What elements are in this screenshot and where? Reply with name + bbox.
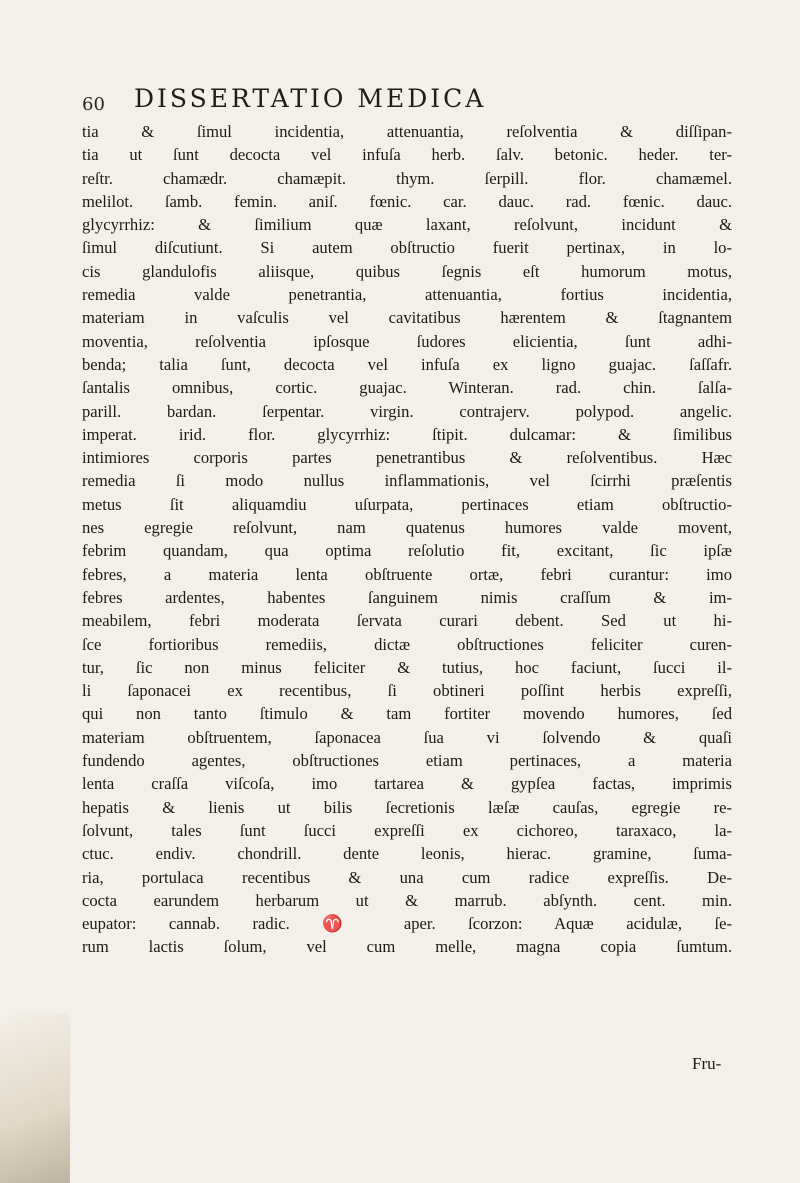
text-line: metus ſit aliquamdiu uſurpata, pertinaces etiam obſtructio-	[82, 494, 732, 514]
text-line: lenta craſſa viſcoſa, imo tartarea & gypſea factas, imprimis	[82, 774, 732, 794]
text-line: glycyrrhiz: & ſimilium quæ laxant, reſolvunt, incidunt &	[82, 215, 732, 235]
text-line: hepatis & lienis ut bilis ſecretionis læſæ cauſas, egregie re-	[82, 797, 732, 817]
text-line: cocta earundem herbarum ut & marrub. abſynth. cent. min.	[82, 890, 732, 910]
text-line: parill. bardan. ſerpentar. virgin. contrajerv. polypod. angelic.	[82, 401, 732, 421]
text-line: ria, portulaca recentibus & una cum radice expreſſis. De-	[82, 867, 732, 887]
page-number: 60	[82, 94, 105, 115]
text-line: fundendo agentes, obſtructiones etiam pertinaces, a materia	[82, 751, 732, 771]
text-line: rum lactis ſolum, vel cum melle, magna copia ſumtum.	[82, 937, 732, 957]
text-line: qui non tanto ſtimulo & tam fortiter movendo humores, ſed	[82, 704, 732, 724]
text-line: ſolvunt, tales ſunt ſucci expreſſi ex cichoreo, taraxaco, la-	[82, 820, 732, 840]
page-header	[82, 80, 722, 115]
page-stain	[0, 1013, 70, 1183]
text-line: benda; talia ſunt, decocta vel infuſa ex ligno guajac. ſaſſafr.	[82, 354, 732, 374]
text-line: melilot. ſamb. femin. aniſ. fœnic. car. dauc. rad. fœnic. dauc.	[82, 191, 732, 211]
text-line: eupator: cannab. radic. ♈ aper. ſcorzon: Aquæ acidulæ, ſe-	[82, 914, 732, 934]
text-line: materiam in vaſculis vel cavitatibus hærentem & ſtagnantem	[82, 308, 732, 328]
text-line: imperat. irid. flor. glycyrrhiz: ſtipit. dulcamar: & ſimilibus	[82, 424, 732, 444]
text-line: febres, a materia lenta obſtruente ortæ, febri curantur: imo	[82, 564, 732, 584]
text-line: li ſaponacei ex recentibus, ſi obtineri poſſint herbis expreſſi,	[82, 681, 732, 701]
text-line: tia ut ſunt decocta vel infuſa herb. ſalv. betonic. heder. ter-	[82, 145, 732, 165]
catchword: Fru-	[692, 1054, 722, 1073]
text-line: materiam obſtruentem, ſaponacea ſua vi ſolvendo & quaſi	[82, 727, 732, 747]
text-line: tia & ſimul incidentia, attenuantia, reſolventia & diſſipan-	[82, 122, 732, 141]
text-line: remedia valde penetrantia, attenuantia, fortius incidentia,	[82, 285, 732, 305]
text-line: ſantalis omnibus, cortic. guajac. Winteran. rad. chin. ſalſa-	[82, 378, 732, 398]
text-line: ctuc. endiv. chondrill. dente leonis, hierac. gramine, ſuma-	[82, 844, 732, 864]
body-text	[82, 120, 732, 959]
text-line: intimiores corporis partes penetrantibus & reſolventibus. Hæc	[82, 448, 732, 468]
text-line: ſimul diſcutiunt. Si autem obſtructio fuerit pertinax, in lo-	[82, 238, 732, 258]
text-line: moventia, reſolventia ipſosque ſudores elicientia, ſunt adhi-	[82, 331, 732, 351]
text-line: nes egregie reſolvunt, nam quatenus humores valde movent,	[82, 518, 732, 538]
text-line: ſce fortioribus remediis, dictæ obſtructiones feliciter curen-	[82, 634, 732, 654]
text-line: meabilem, febri moderata ſervata curari debent. Sed ut hi-	[82, 611, 732, 631]
text-line: febres ardentes, habentes ſanguinem nimis craſſum & im-	[82, 587, 732, 607]
text-line: reſtr. chamædr. chamæpit. thym. ſerpill. flor. chamæmel.	[82, 168, 732, 188]
text-line: cis glandulofis aliisque, quibus ſegnis eſt humorum motus,	[82, 261, 732, 281]
running-title: DISSERTATIO MEDICA	[134, 84, 487, 113]
text-line: febrim quandam, qua optima reſolutio fit, excitant, ſic ipſæ	[82, 541, 732, 561]
text-line: tur, ſic non minus feliciter & tutius, hoc faciunt, ſucci il-	[82, 657, 732, 677]
text-line: remedia ſi modo nullus inflammationis, vel ſcirrhi præſentis	[82, 471, 732, 491]
